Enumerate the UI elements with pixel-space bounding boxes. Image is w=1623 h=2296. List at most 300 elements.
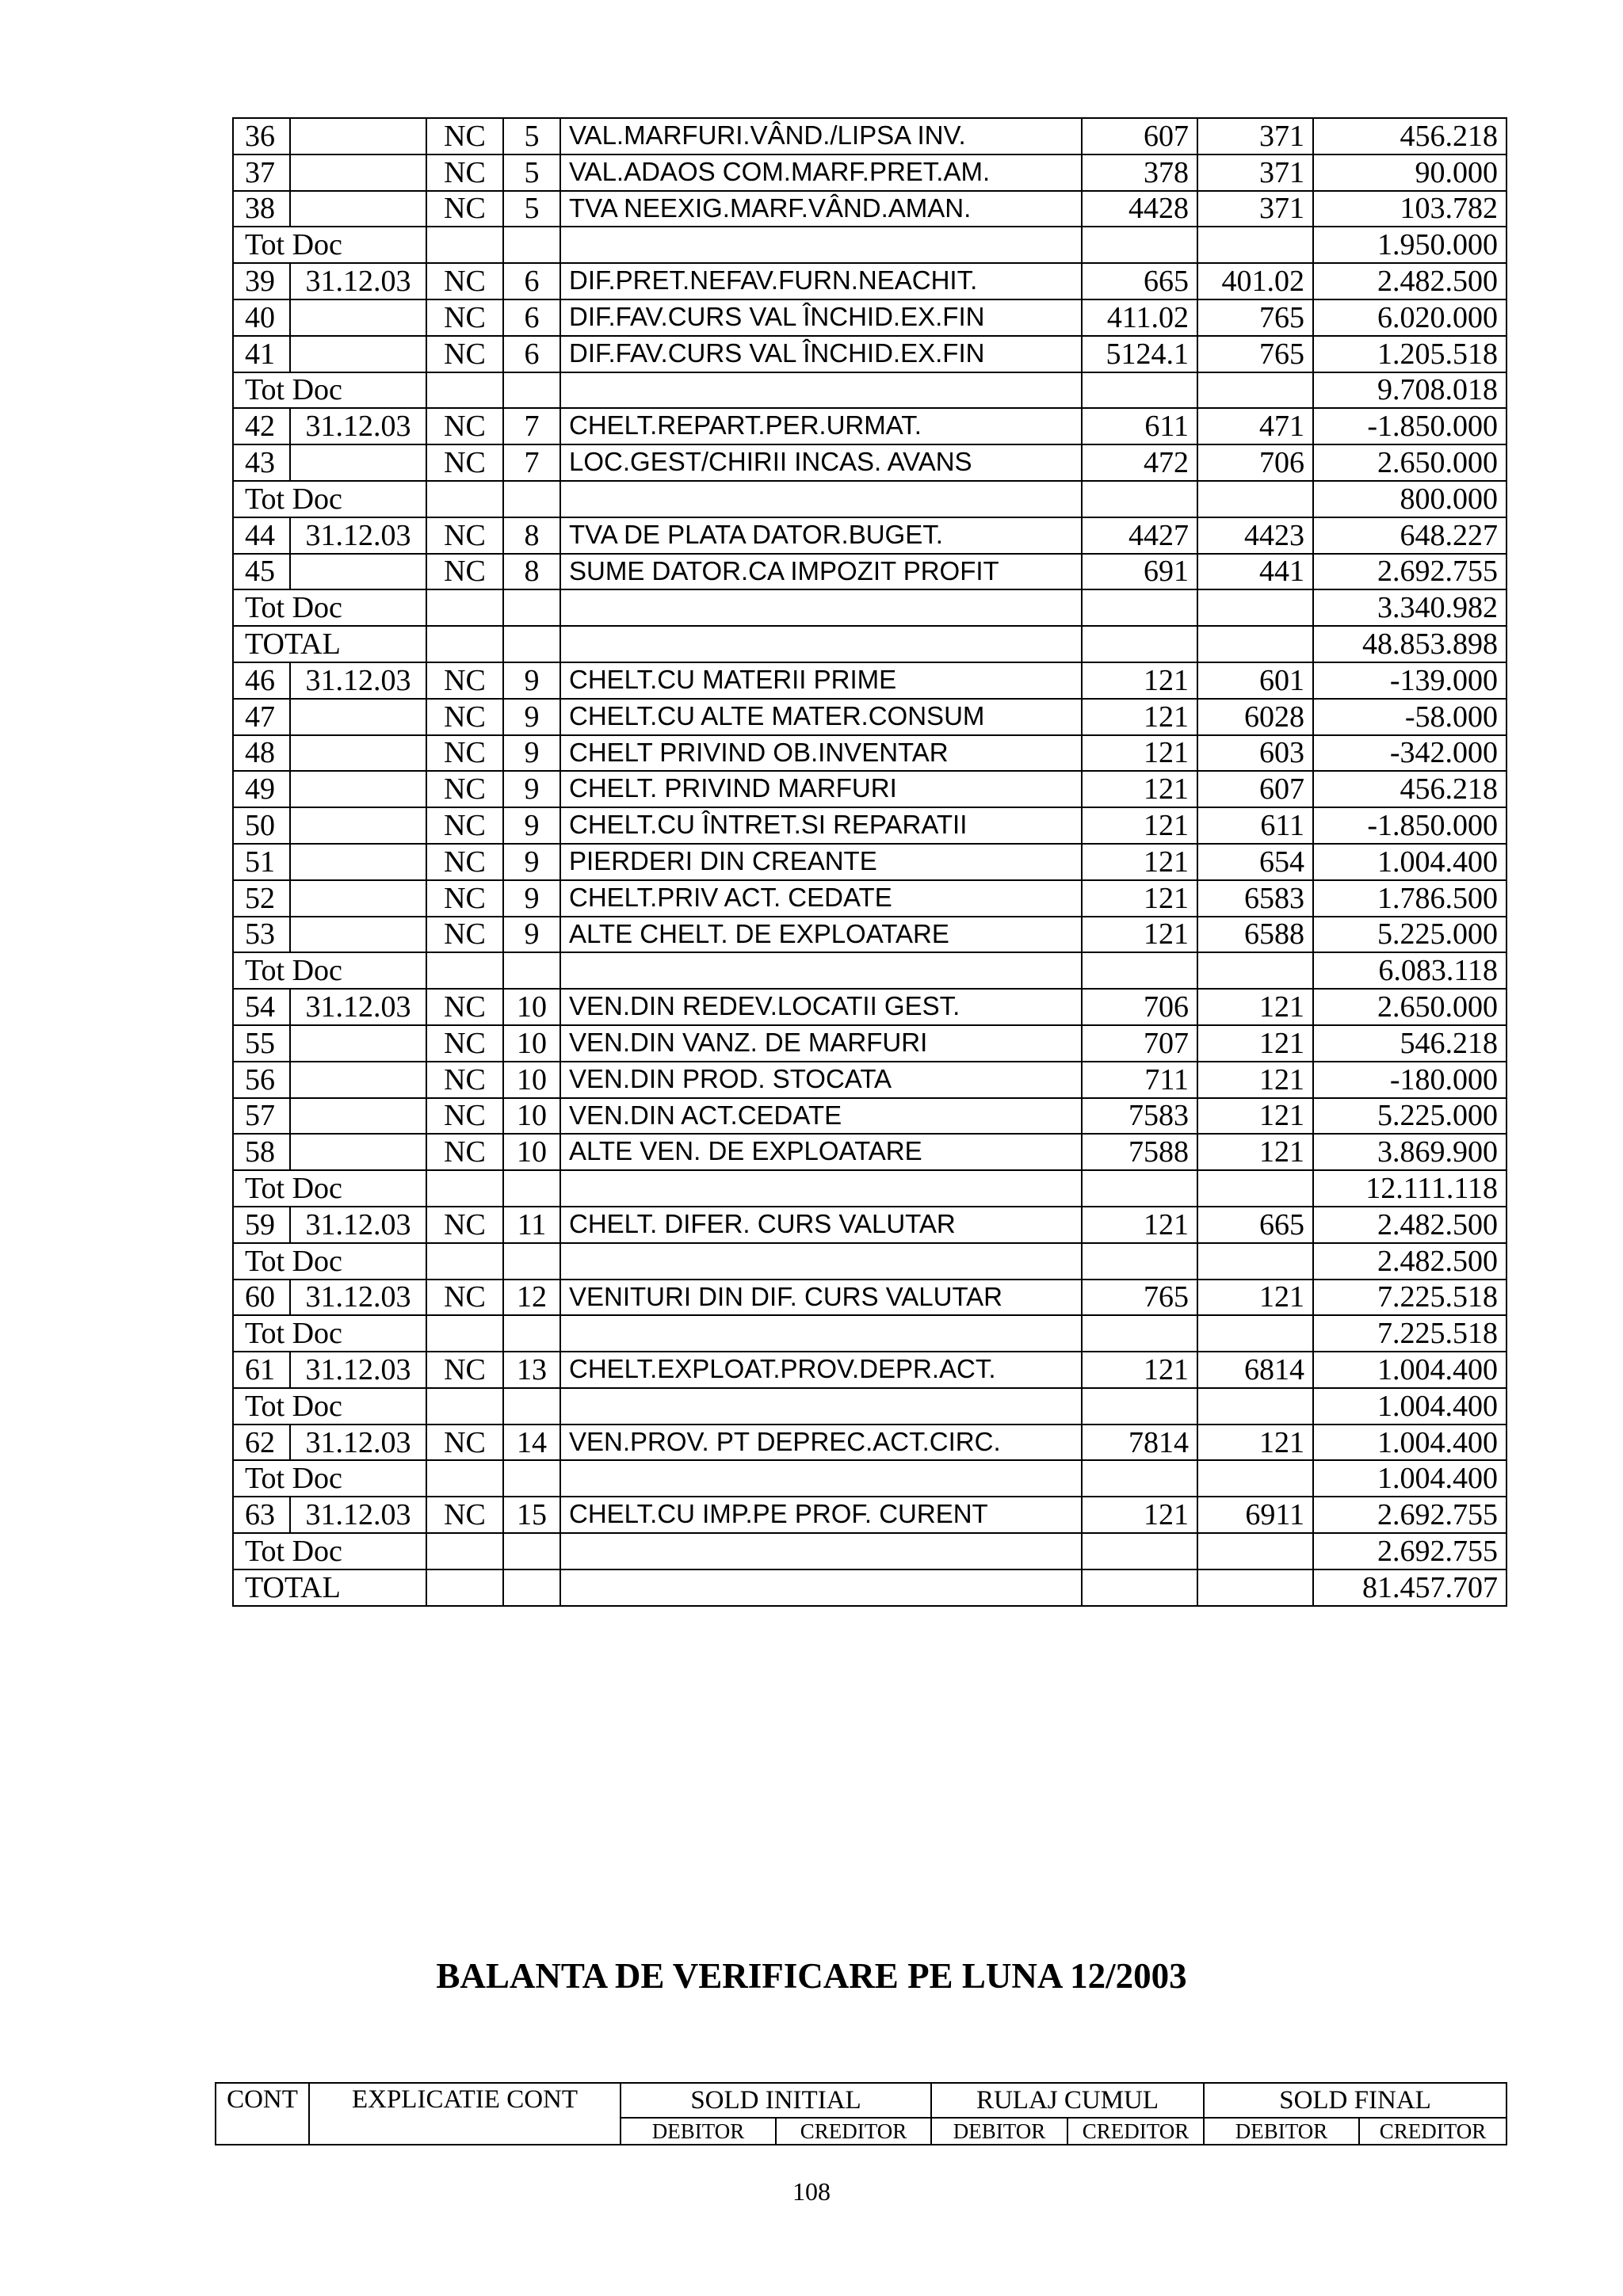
- cell-empty: [1197, 1569, 1313, 1606]
- cell-suma: 6.020.000: [1313, 299, 1507, 336]
- cell-nr: 36: [233, 118, 290, 154]
- cell-nr: 46: [233, 662, 290, 699]
- cell-nr: 55: [233, 1025, 290, 1062]
- cell-cont-debitor: 121: [1082, 1352, 1197, 1388]
- cell-explicatie: LOC.GEST/CHIRII INCAS. AVANS: [560, 444, 1082, 481]
- table-row: [233, 118, 1507, 154]
- cell-total-label: Tot Doc: [233, 1460, 426, 1497]
- cell-nr: 41: [233, 336, 290, 372]
- cell-cont-debitor: 121: [1082, 771, 1197, 807]
- cell-empty: [560, 1170, 1082, 1207]
- cell-doc-type: NC: [426, 299, 503, 336]
- cell-cont-debitor: 5124.1: [1082, 336, 1197, 372]
- cell-date: 31.12.03: [290, 517, 426, 554]
- cell-empty: [1082, 1243, 1197, 1280]
- cell-total-label: Tot Doc: [233, 589, 426, 626]
- cell-date: [290, 299, 426, 336]
- cell-doc-type: NC: [426, 263, 503, 299]
- cell-empty: [426, 227, 503, 263]
- cell-cont-creditor: 121: [1197, 1134, 1313, 1170]
- cell-suma: 7.225.518: [1313, 1280, 1507, 1316]
- cell-empty: [503, 1460, 560, 1497]
- cell-suma: 5.225.000: [1313, 917, 1507, 953]
- cell-cont-creditor: 6911: [1197, 1497, 1313, 1533]
- table-row: [233, 1025, 1507, 1062]
- cell-suma: 1.004.400: [1313, 1425, 1507, 1461]
- cell-cont-creditor: 765: [1197, 299, 1313, 336]
- cell-cont-creditor: 371: [1197, 191, 1313, 227]
- table-row: [233, 154, 1507, 191]
- total-row: [233, 481, 1507, 517]
- cell-doc-number: 10: [503, 989, 560, 1025]
- cell-doc-number: 8: [503, 517, 560, 554]
- cell-suma: -342.000: [1313, 735, 1507, 772]
- cell-empty: [1197, 1315, 1313, 1352]
- total-row: [233, 1243, 1507, 1280]
- cell-total-label: Tot Doc: [233, 952, 426, 989]
- cell-explicatie: VAL.MARFURI.VÂND./LIPSA INV.: [560, 118, 1082, 154]
- header-rulaj-debitor: DEBITOR: [931, 2118, 1067, 2145]
- cell-date: 31.12.03: [290, 408, 426, 444]
- cell-explicatie: CHELT.EXPLOAT.PROV.DEPR.ACT.: [560, 1352, 1082, 1388]
- cell-suma: 546.218: [1313, 1025, 1507, 1062]
- cell-nr: 56: [233, 1062, 290, 1098]
- table-row: [233, 517, 1507, 554]
- cell-suma: 648.227: [1313, 517, 1507, 554]
- cell-cont-creditor: 121: [1197, 1025, 1313, 1062]
- cell-cont-debitor: 7814: [1082, 1425, 1197, 1461]
- cell-empty: [1082, 1388, 1197, 1425]
- cell-nr: 54: [233, 989, 290, 1025]
- cell-empty: [1197, 589, 1313, 626]
- cell-doc-number: 10: [503, 1062, 560, 1098]
- cell-total-label: Tot Doc: [233, 1533, 426, 1569]
- cell-cont-creditor: 441: [1197, 554, 1313, 590]
- cell-nr: 62: [233, 1425, 290, 1461]
- cell-doc-type: NC: [426, 771, 503, 807]
- balanta-title: BALANTA DE VERIFICARE PE LUNA 12/2003: [436, 1956, 1187, 1996]
- header-sold-initial-creditor: CREDITOR: [776, 2118, 931, 2145]
- cell-total-suma: 9.708.018: [1313, 372, 1507, 409]
- cell-doc-number: 7: [503, 408, 560, 444]
- total-row: [233, 227, 1507, 263]
- cell-empty: [1197, 1243, 1313, 1280]
- cell-cont-creditor: 665: [1197, 1207, 1313, 1243]
- cell-doc-number: 11: [503, 1207, 560, 1243]
- cell-doc-number: 10: [503, 1098, 560, 1135]
- cell-suma: -180.000: [1313, 1062, 1507, 1098]
- cell-doc-number: 9: [503, 844, 560, 880]
- cell-cont-debitor: 611: [1082, 408, 1197, 444]
- table-row: [233, 299, 1507, 336]
- cell-doc-type: NC: [426, 880, 503, 917]
- cell-doc-type: NC: [426, 1025, 503, 1062]
- cell-date: 31.12.03: [290, 662, 426, 699]
- total-row: [233, 589, 1507, 626]
- cell-cont-creditor: 611: [1197, 807, 1313, 844]
- cell-explicatie: VEN.DIN VANZ. DE MARFURI: [560, 1025, 1082, 1062]
- cell-cont-debitor: 121: [1082, 844, 1197, 880]
- cell-cont-debitor: 378: [1082, 154, 1197, 191]
- cell-empty: [426, 1315, 503, 1352]
- cell-cont-creditor: 121: [1197, 1425, 1313, 1461]
- cell-total-suma: 81.457.707: [1313, 1569, 1507, 1606]
- cell-suma: 3.869.900: [1313, 1134, 1507, 1170]
- cell-doc-type: NC: [426, 917, 503, 953]
- cell-date: [290, 118, 426, 154]
- cell-empty: [503, 1170, 560, 1207]
- cell-empty: [1197, 481, 1313, 517]
- cell-nr: 58: [233, 1134, 290, 1170]
- cell-nr: 63: [233, 1497, 290, 1533]
- cell-empty: [503, 952, 560, 989]
- table-row: [233, 989, 1507, 1025]
- total-row: [233, 626, 1507, 662]
- cell-total-label: TOTAL: [233, 1569, 426, 1606]
- cell-cont-creditor: 121: [1197, 1280, 1313, 1316]
- cell-doc-type: NC: [426, 1098, 503, 1135]
- cell-cont-debitor: 472: [1082, 444, 1197, 481]
- cell-total-suma: 2.482.500: [1313, 1243, 1507, 1280]
- cell-empty: [503, 589, 560, 626]
- cell-total-label: Tot Doc: [233, 372, 426, 409]
- cell-date: 31.12.03: [290, 989, 426, 1025]
- cell-cont-debitor: 121: [1082, 917, 1197, 953]
- cell-cont-creditor: 706: [1197, 444, 1313, 481]
- cell-suma: 1.205.518: [1313, 336, 1507, 372]
- cell-nr: 44: [233, 517, 290, 554]
- cell-empty: [426, 481, 503, 517]
- table-row: [233, 1062, 1507, 1098]
- cell-empty: [1082, 952, 1197, 989]
- cell-cont-debitor: 7588: [1082, 1134, 1197, 1170]
- cell-date: [290, 1062, 426, 1098]
- cell-doc-type: NC: [426, 807, 503, 844]
- table-row: [233, 1352, 1507, 1388]
- cell-cont-creditor: 654: [1197, 844, 1313, 880]
- cell-nr: 50: [233, 807, 290, 844]
- cell-doc-type: NC: [426, 554, 503, 590]
- cell-suma: 456.218: [1313, 771, 1507, 807]
- cell-empty: [560, 481, 1082, 517]
- cell-date: [290, 917, 426, 953]
- cell-cont-debitor: 607: [1082, 118, 1197, 154]
- cell-explicatie: CHELT. PRIVIND MARFURI: [560, 771, 1082, 807]
- cell-total-suma: 800.000: [1313, 481, 1507, 517]
- cell-date: [290, 880, 426, 917]
- cell-doc-type: NC: [426, 444, 503, 481]
- cell-doc-type: NC: [426, 118, 503, 154]
- cell-doc-number: 5: [503, 118, 560, 154]
- cell-cont-debitor: 706: [1082, 989, 1197, 1025]
- table-row: [233, 735, 1507, 772]
- cell-nr: 52: [233, 880, 290, 917]
- cell-empty: [1082, 589, 1197, 626]
- cell-doc-type: NC: [426, 662, 503, 699]
- cell-nr: 39: [233, 263, 290, 299]
- cell-empty: [503, 372, 560, 409]
- cell-date: 31.12.03: [290, 1352, 426, 1388]
- cell-suma: 2.692.755: [1313, 1497, 1507, 1533]
- header-rulaj-creditor: CREDITOR: [1067, 2118, 1204, 2145]
- cell-empty: [426, 1243, 503, 1280]
- cell-date: 31.12.03: [290, 263, 426, 299]
- cell-empty: [426, 952, 503, 989]
- total-row: [233, 952, 1507, 989]
- cell-explicatie: CHELT.CU ÎNTRET.SI REPARATII: [560, 807, 1082, 844]
- cell-doc-type: NC: [426, 1207, 503, 1243]
- cell-total-label: Tot Doc: [233, 1243, 426, 1280]
- cell-date: [290, 844, 426, 880]
- cell-explicatie: CHELT.CU MATERII PRIME: [560, 662, 1082, 699]
- cell-explicatie: CHELT. DIFER. CURS VALUTAR: [560, 1207, 1082, 1243]
- table-row: [233, 1207, 1507, 1243]
- cell-cont-creditor: 765: [1197, 336, 1313, 372]
- cell-empty: [1082, 481, 1197, 517]
- cell-empty: [503, 481, 560, 517]
- cell-empty: [560, 1388, 1082, 1425]
- cell-empty: [1082, 1569, 1197, 1606]
- cell-doc-number: 12: [503, 1280, 560, 1316]
- cell-cont-debitor: 121: [1082, 807, 1197, 844]
- cell-cont-debitor: 765: [1082, 1280, 1197, 1316]
- cell-empty: [1197, 952, 1313, 989]
- cell-date: 31.12.03: [290, 1280, 426, 1316]
- cell-date: [290, 336, 426, 372]
- cell-suma: -139.000: [1313, 662, 1507, 699]
- cell-cont-debitor: 691: [1082, 554, 1197, 590]
- table-row: [233, 444, 1507, 481]
- cell-total-suma: 3.340.982: [1313, 589, 1507, 626]
- cell-nr: 53: [233, 917, 290, 953]
- cell-doc-number: 6: [503, 336, 560, 372]
- page-number: 108: [792, 2177, 831, 2206]
- cell-explicatie: VEN.DIN PROD. STOCATA: [560, 1062, 1082, 1098]
- cell-explicatie: CHELT.PRIV ACT. CEDATE: [560, 880, 1082, 917]
- cell-doc-type: NC: [426, 699, 503, 735]
- cell-cont-debitor: 121: [1082, 735, 1197, 772]
- cell-suma: 2.692.755: [1313, 554, 1507, 590]
- cell-total-label: Tot Doc: [233, 481, 426, 517]
- table-row: [233, 1098, 1507, 1135]
- balanta-table: [215, 2082, 1507, 2145]
- cell-total-label: Tot Doc: [233, 227, 426, 263]
- cell-cont-creditor: 121: [1197, 989, 1313, 1025]
- cell-total-label: Tot Doc: [233, 1170, 426, 1207]
- cell-explicatie: TVA DE PLATA DATOR.BUGET.: [560, 517, 1082, 554]
- cell-nr: 37: [233, 154, 290, 191]
- table-row: [233, 408, 1507, 444]
- cell-nr: 42: [233, 408, 290, 444]
- cell-suma: 2.650.000: [1313, 444, 1507, 481]
- cell-cont-creditor: 6028: [1197, 699, 1313, 735]
- cell-empty: [426, 626, 503, 662]
- cell-empty: [1082, 1460, 1197, 1497]
- cell-total-label: Tot Doc: [233, 1315, 426, 1352]
- cell-empty: [503, 1569, 560, 1606]
- cell-suma: -58.000: [1313, 699, 1507, 735]
- cell-nr: 40: [233, 299, 290, 336]
- cell-explicatie: ALTE VEN. DE EXPLOATARE: [560, 1134, 1082, 1170]
- cell-empty: [1197, 227, 1313, 263]
- table-row: [233, 191, 1507, 227]
- cell-cont-creditor: 401.02: [1197, 263, 1313, 299]
- cell-nr: 49: [233, 771, 290, 807]
- cell-total-suma: 1.004.400: [1313, 1388, 1507, 1425]
- cell-doc-type: NC: [426, 1497, 503, 1533]
- cell-date: [290, 154, 426, 191]
- cell-date: [290, 807, 426, 844]
- cell-empty: [503, 626, 560, 662]
- cell-cont-debitor: 121: [1082, 699, 1197, 735]
- cell-cont-debitor: 121: [1082, 880, 1197, 917]
- cell-nr: 43: [233, 444, 290, 481]
- cell-doc-type: NC: [426, 735, 503, 772]
- cell-doc-type: NC: [426, 1425, 503, 1461]
- total-row: [233, 1460, 1507, 1497]
- cell-empty: [1197, 1533, 1313, 1569]
- cell-date: [290, 1025, 426, 1062]
- cell-cont-creditor: 371: [1197, 154, 1313, 191]
- header-sold-final-creditor: CREDITOR: [1359, 2118, 1507, 2145]
- cell-doc-number: 9: [503, 771, 560, 807]
- table-row: [233, 1497, 1507, 1533]
- cell-empty: [426, 1533, 503, 1569]
- total-row: [233, 1388, 1507, 1425]
- cell-date: [290, 444, 426, 481]
- cell-cont-debitor: 665: [1082, 263, 1197, 299]
- cell-explicatie: PIERDERI DIN CREANTE: [560, 844, 1082, 880]
- table-row: [233, 1280, 1507, 1316]
- cell-cont-debitor: 4427: [1082, 517, 1197, 554]
- cell-cont-debitor: 707: [1082, 1025, 1197, 1062]
- cell-doc-type: NC: [426, 408, 503, 444]
- cell-empty: [1197, 626, 1313, 662]
- cell-doc-number: 7: [503, 444, 560, 481]
- cell-doc-number: 10: [503, 1025, 560, 1062]
- total-row: [233, 1315, 1507, 1352]
- cell-doc-number: 9: [503, 735, 560, 772]
- table-row: [233, 880, 1507, 917]
- cell-empty: [503, 227, 560, 263]
- cell-empty: [426, 1569, 503, 1606]
- cell-empty: [426, 1460, 503, 1497]
- cell-empty: [426, 1170, 503, 1207]
- cell-doc-type: NC: [426, 154, 503, 191]
- cell-cont-debitor: 121: [1082, 662, 1197, 699]
- cell-doc-number: 15: [503, 1497, 560, 1533]
- table-row: [233, 807, 1507, 844]
- cell-empty: [1082, 1533, 1197, 1569]
- cell-cont-creditor: 371: [1197, 118, 1313, 154]
- cell-cont-creditor: 471: [1197, 408, 1313, 444]
- cell-empty: [1197, 372, 1313, 409]
- cell-suma: -1.850.000: [1313, 408, 1507, 444]
- header-explicatie-cont: EXPLICATIE CONT: [309, 2083, 621, 2145]
- cell-doc-number: 9: [503, 880, 560, 917]
- cell-cont-debitor: 121: [1082, 1207, 1197, 1243]
- cell-explicatie: VEN.PROV. PT DEPREC.ACT.CIRC.: [560, 1425, 1082, 1461]
- cell-empty: [560, 1243, 1082, 1280]
- cell-explicatie: CHELT.REPART.PER.URMAT.: [560, 408, 1082, 444]
- cell-cont-creditor: 121: [1197, 1062, 1313, 1098]
- cell-cont-creditor: 6814: [1197, 1352, 1313, 1388]
- cell-doc-number: 8: [503, 554, 560, 590]
- header-sold-final-debitor: DEBITOR: [1204, 2118, 1359, 2145]
- cell-empty: [560, 1460, 1082, 1497]
- table-row: [233, 662, 1507, 699]
- header-sold-initial: SOLD INITIAL: [621, 2083, 931, 2118]
- table-row: [233, 917, 1507, 953]
- cell-date: 31.12.03: [290, 1497, 426, 1533]
- cell-empty: [1082, 227, 1197, 263]
- cell-total-suma: 7.225.518: [1313, 1315, 1507, 1352]
- journal-table: [232, 117, 1507, 1607]
- cell-total-suma: 6.083.118: [1313, 952, 1507, 989]
- cell-date: [290, 771, 426, 807]
- cell-empty: [426, 1388, 503, 1425]
- cell-nr: 51: [233, 844, 290, 880]
- cell-empty: [503, 1533, 560, 1569]
- cell-cont-creditor: 601: [1197, 662, 1313, 699]
- journal-body: [233, 118, 1507, 1606]
- cell-explicatie: VEN.DIN REDEV.LOCATII GEST.: [560, 989, 1082, 1025]
- cell-suma: 2.482.500: [1313, 263, 1507, 299]
- cell-empty: [503, 1315, 560, 1352]
- cell-doc-number: 5: [503, 154, 560, 191]
- cell-empty: [1082, 372, 1197, 409]
- cell-doc-type: NC: [426, 844, 503, 880]
- cell-nr: 59: [233, 1207, 290, 1243]
- cell-date: [290, 735, 426, 772]
- cell-doc-number: 6: [503, 299, 560, 336]
- cell-explicatie: VEN.DIN ACT.CEDATE: [560, 1098, 1082, 1135]
- cell-doc-number: 9: [503, 662, 560, 699]
- cell-doc-number: 5: [503, 191, 560, 227]
- cell-explicatie: VAL.ADAOS COM.MARF.PRET.AM.: [560, 154, 1082, 191]
- cell-doc-type: NC: [426, 1062, 503, 1098]
- table-row: [233, 771, 1507, 807]
- header-sold-initial-debitor: DEBITOR: [621, 2118, 776, 2145]
- cell-empty: [560, 1315, 1082, 1352]
- table-row: [233, 699, 1507, 735]
- cell-explicatie: CHELT PRIVIND OB.INVENTAR: [560, 735, 1082, 772]
- cell-empty: [1082, 1315, 1197, 1352]
- cell-empty: [426, 589, 503, 626]
- cell-total-label: TOTAL: [233, 626, 426, 662]
- cell-empty: [560, 1569, 1082, 1606]
- cell-suma: 2.482.500: [1313, 1207, 1507, 1243]
- cell-empty: [503, 1388, 560, 1425]
- cell-suma: 456.218: [1313, 118, 1507, 154]
- cell-empty: [503, 1243, 560, 1280]
- cell-cont-debitor: 4428: [1082, 191, 1197, 227]
- cell-date: [290, 1098, 426, 1135]
- cell-cont-creditor: 121: [1197, 1098, 1313, 1135]
- header-rulaj-cumul: RULAJ CUMUL: [931, 2083, 1204, 2118]
- cell-date: 31.12.03: [290, 1425, 426, 1461]
- cell-doc-number: 9: [503, 917, 560, 953]
- cell-empty: [560, 1533, 1082, 1569]
- cell-nr: 60: [233, 1280, 290, 1316]
- total-row: [233, 1170, 1507, 1207]
- cell-explicatie: VENITURI DIN DIF. CURS VALUTAR: [560, 1280, 1082, 1316]
- cell-total-suma: 1.004.400: [1313, 1460, 1507, 1497]
- cell-empty: [560, 227, 1082, 263]
- cell-doc-type: NC: [426, 1134, 503, 1170]
- cell-date: [290, 191, 426, 227]
- cell-nr: 48: [233, 735, 290, 772]
